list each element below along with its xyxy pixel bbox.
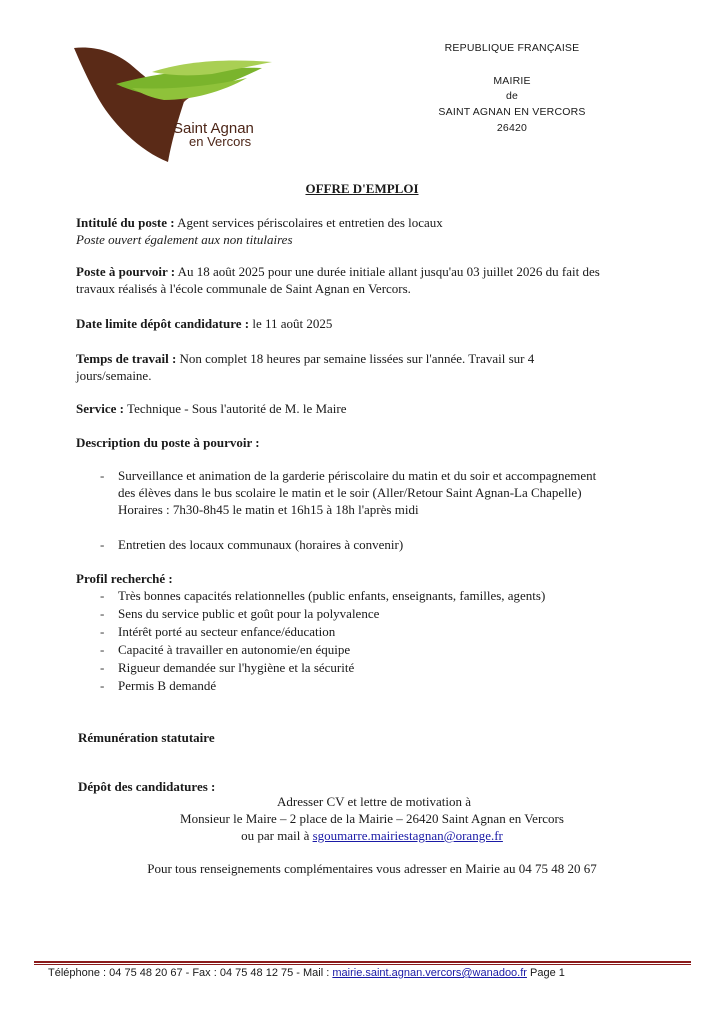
footer <box>48 967 565 979</box>
bullet-dash: - <box>100 642 105 657</box>
remuneration-heading: Rémunération statutaire <box>78 730 215 745</box>
description-item-1-line2: des élèves dans le bus scolaire le matin et le soir (Aller/Retour Saint Agnan-La Chapelle) <box>118 485 582 500</box>
depot-email-link[interactable]: sgoumarre.mairiestagnan@orange.fr <box>312 828 503 843</box>
poste-line1 <box>76 264 666 281</box>
date-limite-label: Date limite dépôt candidature : <box>76 316 250 331</box>
footer-contacts: Téléphone : 04 75 48 20 67 - Fax : 04 75 48 12 75 - Mail : <box>48 967 333 979</box>
temps-label: Temps de travail : <box>76 351 177 366</box>
description-heading: Description du poste à pourvoir : <box>76 435 260 450</box>
bullet-dash: - <box>100 588 105 603</box>
depot-line3-prefix: ou par mail à <box>241 828 313 843</box>
depot-line3 <box>10 828 724 845</box>
bullet-dash: - <box>100 537 105 552</box>
bullet-dash: - <box>100 660 105 675</box>
footer-divider <box>34 961 691 963</box>
service-value: Technique - Sous l'autorité de M. le Maire <box>124 401 347 416</box>
poste-value-line1: Au 18 août 2025 pour une durée initiale allant jusqu'au 03 juillet 2026 du fait des <box>175 264 600 279</box>
header-commune: SAINT AGNAN EN VERCORS <box>438 106 586 118</box>
service-line <box>76 401 666 418</box>
logo-name-line2: en Vercors <box>189 134 252 149</box>
date-limite-value: le 11 août 2025 <box>249 316 333 331</box>
profil-item-4: Capacité à travailler en autonomie/en équipe <box>118 642 351 657</box>
depot-heading: Dépôt des candidatures : <box>78 779 216 794</box>
intitule-value: Agent services périscolaires et entretien des locaux <box>174 215 443 230</box>
mairie-logo <box>72 44 292 164</box>
footer-divider-thin <box>34 964 691 965</box>
header-mairie: MAIRIE <box>493 75 531 87</box>
poste-value-line2: travaux réalisés à l'école communale de Saint Agnan en Vercors. <box>76 281 411 296</box>
depot-renseignements: Pour tous renseignements complémentaires vous adresser en Mairie au 04 75 48 20 67 <box>147 861 597 876</box>
description-item-1-line1: Surveillance et animation de la garderie périscolaire du matin et du soir et accompagnement <box>118 468 597 483</box>
profil-item-2: Sens du service public et goût pour la polyvalence <box>118 606 380 621</box>
depot-line2: Monsieur le Maire – 2 place de la Mairie – 26420 Saint Agnan en Vercors <box>180 811 564 826</box>
depot-line1: Adresser CV et lettre de motivation à <box>277 794 471 809</box>
intitule-note: Poste ouvert également aux non titulaires <box>76 232 293 247</box>
bullet-dash: - <box>100 624 105 639</box>
logo-name-line1: Saint Agnan <box>173 120 254 137</box>
poste-label: Poste à pourvoir : <box>76 264 176 279</box>
profil-item-1: Très bonnes capacités relationnelles (public enfants, enseignants, familles, agents) <box>118 588 546 603</box>
profil-heading: Profil recherché : <box>76 571 173 586</box>
intitule-line <box>76 215 666 232</box>
bullet-dash: - <box>100 468 105 483</box>
bullet-dash: - <box>100 678 105 693</box>
temps-value-line1: Non complet 18 heures par semaine lissées sur l'année. Travail sur 4 <box>176 351 535 366</box>
intitule-label: Intitulé du poste : <box>76 215 175 230</box>
logo-brown-swoosh <box>74 48 190 162</box>
header-country: REPUBLIQUE FRANÇAISE <box>444 42 580 54</box>
profil-item-5: Rigueur demandée sur l'hygiène et la sécurité <box>118 660 355 675</box>
profil-item-6: Permis B demandé <box>118 678 217 693</box>
footer-email-link[interactable]: mairie.saint.agnan.vercors@wanadoo.fr <box>332 967 527 979</box>
temps-value-line2: jours/semaine. <box>76 368 152 383</box>
bullet-dash: - <box>100 606 105 621</box>
footer-page: Page 1 <box>526 967 565 979</box>
date-limite-line <box>76 316 666 333</box>
temps-line1 <box>76 351 666 368</box>
description-item-1-line3: Horaires : 7h30-8h45 le matin et 16h15 à 18h l'après midi <box>118 502 419 517</box>
description-item-2: Entretien des locaux communaux (horaires à convenir) <box>118 537 404 552</box>
header-de: de <box>505 90 519 102</box>
page-title: OFFRE D'EMPLOI <box>305 181 419 196</box>
profil-item-3: Intérêt porté au secteur enfance/éducation <box>118 624 336 639</box>
service-label: Service : <box>76 401 125 416</box>
header-postcode: 26420 <box>496 122 528 134</box>
